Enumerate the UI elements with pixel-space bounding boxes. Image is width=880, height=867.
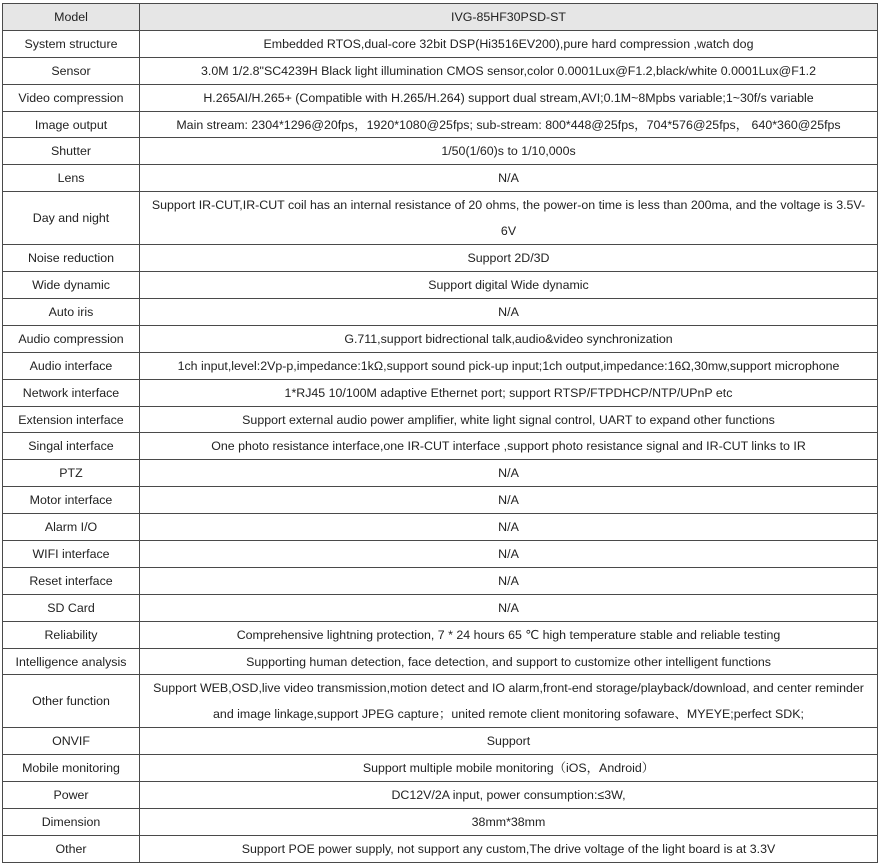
spec-label: Motor interface bbox=[3, 487, 140, 514]
table-row bbox=[3, 165, 878, 192]
table-row bbox=[3, 675, 878, 728]
spec-label: Video compression bbox=[3, 84, 140, 111]
spec-value: 38mm*38mm bbox=[140, 809, 878, 836]
table-row bbox=[3, 541, 878, 568]
spec-label: WIFI interface bbox=[3, 541, 140, 568]
spec-label: Dimension bbox=[3, 809, 140, 836]
table-row bbox=[3, 406, 878, 433]
spec-label: Audio interface bbox=[3, 352, 140, 379]
spec-value: Support IR-CUT,IR-CUT coil has an internal resistance of 20 ohms, the power-on time is less than 200ma, and the voltage is 3.5V-6V bbox=[140, 192, 878, 245]
spec-label: Intelligence analysis bbox=[3, 648, 140, 675]
spec-label: SD Card bbox=[3, 594, 140, 621]
spec-value: Support external audio power amplifier, white light signal control, UART to expand other functions bbox=[140, 406, 878, 433]
spec-label: ONVIF bbox=[3, 728, 140, 755]
spec-label: Shutter bbox=[3, 138, 140, 165]
spec-label: Singal interface bbox=[3, 433, 140, 460]
spec-label: Extension interface bbox=[3, 406, 140, 433]
table-row bbox=[3, 299, 878, 326]
spec-value: N/A bbox=[140, 514, 878, 541]
spec-value: 3.0M 1/2.8"SC4239H Black light illumination CMOS sensor,color 0.0001Lux@F1.2,black/white 0.0001Lux@F1.2 bbox=[140, 57, 878, 84]
spec-label: System structure bbox=[3, 30, 140, 57]
table-row bbox=[3, 325, 878, 352]
table-header-row bbox=[3, 4, 878, 31]
spec-value: N/A bbox=[140, 567, 878, 594]
table-row bbox=[3, 272, 878, 299]
spec-label: Other function bbox=[3, 675, 140, 728]
spec-label: Mobile monitoring bbox=[3, 755, 140, 782]
spec-label: Network interface bbox=[3, 379, 140, 406]
table-row bbox=[3, 594, 878, 621]
spec-value: One photo resistance interface,one IR-CUT interface ,support photo resistance signal and IR-CUT links to IR bbox=[140, 433, 878, 460]
spec-value: N/A bbox=[140, 460, 878, 487]
spec-value: N/A bbox=[140, 299, 878, 326]
spec-value: Support WEB,OSD,live video transmission,motion detect and IO alarm,front-end storage/playback/download, and center reminder and image linkage,support JPEG capture；united remote client monitoring sofaware、MYEYE;perfect SDK; bbox=[140, 675, 878, 728]
spec-value: Support digital Wide dynamic bbox=[140, 272, 878, 299]
table-row bbox=[3, 755, 878, 782]
table-row bbox=[3, 352, 878, 379]
table-row bbox=[3, 782, 878, 809]
table-row bbox=[3, 111, 878, 138]
spec-value: 1*RJ45 10/100M adaptive Ethernet port; support RTSP/FTPDHCP/NTP/UPnP etc bbox=[140, 379, 878, 406]
table-row bbox=[3, 836, 878, 863]
table-row bbox=[3, 433, 878, 460]
spec-table-body bbox=[3, 4, 878, 863]
spec-value: G.711,support bidrectional talk,audio&video synchronization bbox=[140, 325, 878, 352]
spec-label: Auto iris bbox=[3, 299, 140, 326]
table-row bbox=[3, 460, 878, 487]
spec-value: Main stream: 2304*1296@20fps，1920*1080@25fps; sub-stream: 800*448@25fps，704*576@25fps， 640*360@25fps bbox=[140, 111, 878, 138]
table-row bbox=[3, 379, 878, 406]
spec-label: Power bbox=[3, 782, 140, 809]
spec-label: PTZ bbox=[3, 460, 140, 487]
spec-value: N/A bbox=[140, 594, 878, 621]
spec-value: N/A bbox=[140, 487, 878, 514]
spec-value: N/A bbox=[140, 541, 878, 568]
table-row bbox=[3, 648, 878, 675]
spec-label: Day and night bbox=[3, 192, 140, 245]
table-row bbox=[3, 84, 878, 111]
table-row bbox=[3, 138, 878, 165]
spec-label: Wide dynamic bbox=[3, 272, 140, 299]
spec-value: Comprehensive lightning protection, 7 * 24 hours 65 ℃ high temperature stable and reliable testing bbox=[140, 621, 878, 648]
header-label: Model bbox=[3, 4, 140, 31]
spec-value: Support multiple mobile monitoring（iOS，Android） bbox=[140, 755, 878, 782]
table-row bbox=[3, 487, 878, 514]
table-row bbox=[3, 57, 878, 84]
table-row bbox=[3, 809, 878, 836]
spec-label: Reset interface bbox=[3, 567, 140, 594]
table-row bbox=[3, 514, 878, 541]
spec-value: Support 2D/3D bbox=[140, 245, 878, 272]
spec-value: 1/50(1/60)s to 1/10,000s bbox=[140, 138, 878, 165]
spec-label: Sensor bbox=[3, 57, 140, 84]
spec-label: Noise reduction bbox=[3, 245, 140, 272]
table-row bbox=[3, 192, 878, 245]
spec-value: Support POE power supply, not support any custom,The drive voltage of the light board is at 3.3V bbox=[140, 836, 878, 863]
table-row bbox=[3, 245, 878, 272]
spec-label: Audio compression bbox=[3, 325, 140, 352]
table-row bbox=[3, 621, 878, 648]
spec-value: 1ch input,level:2Vp-p,impedance:1kΩ,support sound pick-up input;1ch output,impedance:16Ω,30mw,support microphone bbox=[140, 352, 878, 379]
spec-table bbox=[2, 3, 878, 863]
spec-value: Supporting human detection, face detection, and support to customize other intelligent functions bbox=[140, 648, 878, 675]
spec-label: Other bbox=[3, 836, 140, 863]
spec-value: Embedded RTOS,dual-core 32bit DSP(Hi3516EV200),pure hard compression ,watch dog bbox=[140, 30, 878, 57]
table-row bbox=[3, 567, 878, 594]
table-row bbox=[3, 30, 878, 57]
spec-value: Support bbox=[140, 728, 878, 755]
spec-label: Reliability bbox=[3, 621, 140, 648]
spec-value: H.265AI/H.265+ (Compatible with H.265/H.264) support dual stream,AVI;0.1M~8Mpbs variable;1~30f/s variable bbox=[140, 84, 878, 111]
spec-label: Alarm I/O bbox=[3, 514, 140, 541]
spec-label: Image output bbox=[3, 111, 140, 138]
header-value: IVG-85HF30PSD-ST bbox=[140, 4, 878, 31]
spec-value: N/A bbox=[140, 165, 878, 192]
table-row bbox=[3, 728, 878, 755]
spec-value: DC12V/2A input, power consumption:≤3W, bbox=[140, 782, 878, 809]
spec-label: Lens bbox=[3, 165, 140, 192]
